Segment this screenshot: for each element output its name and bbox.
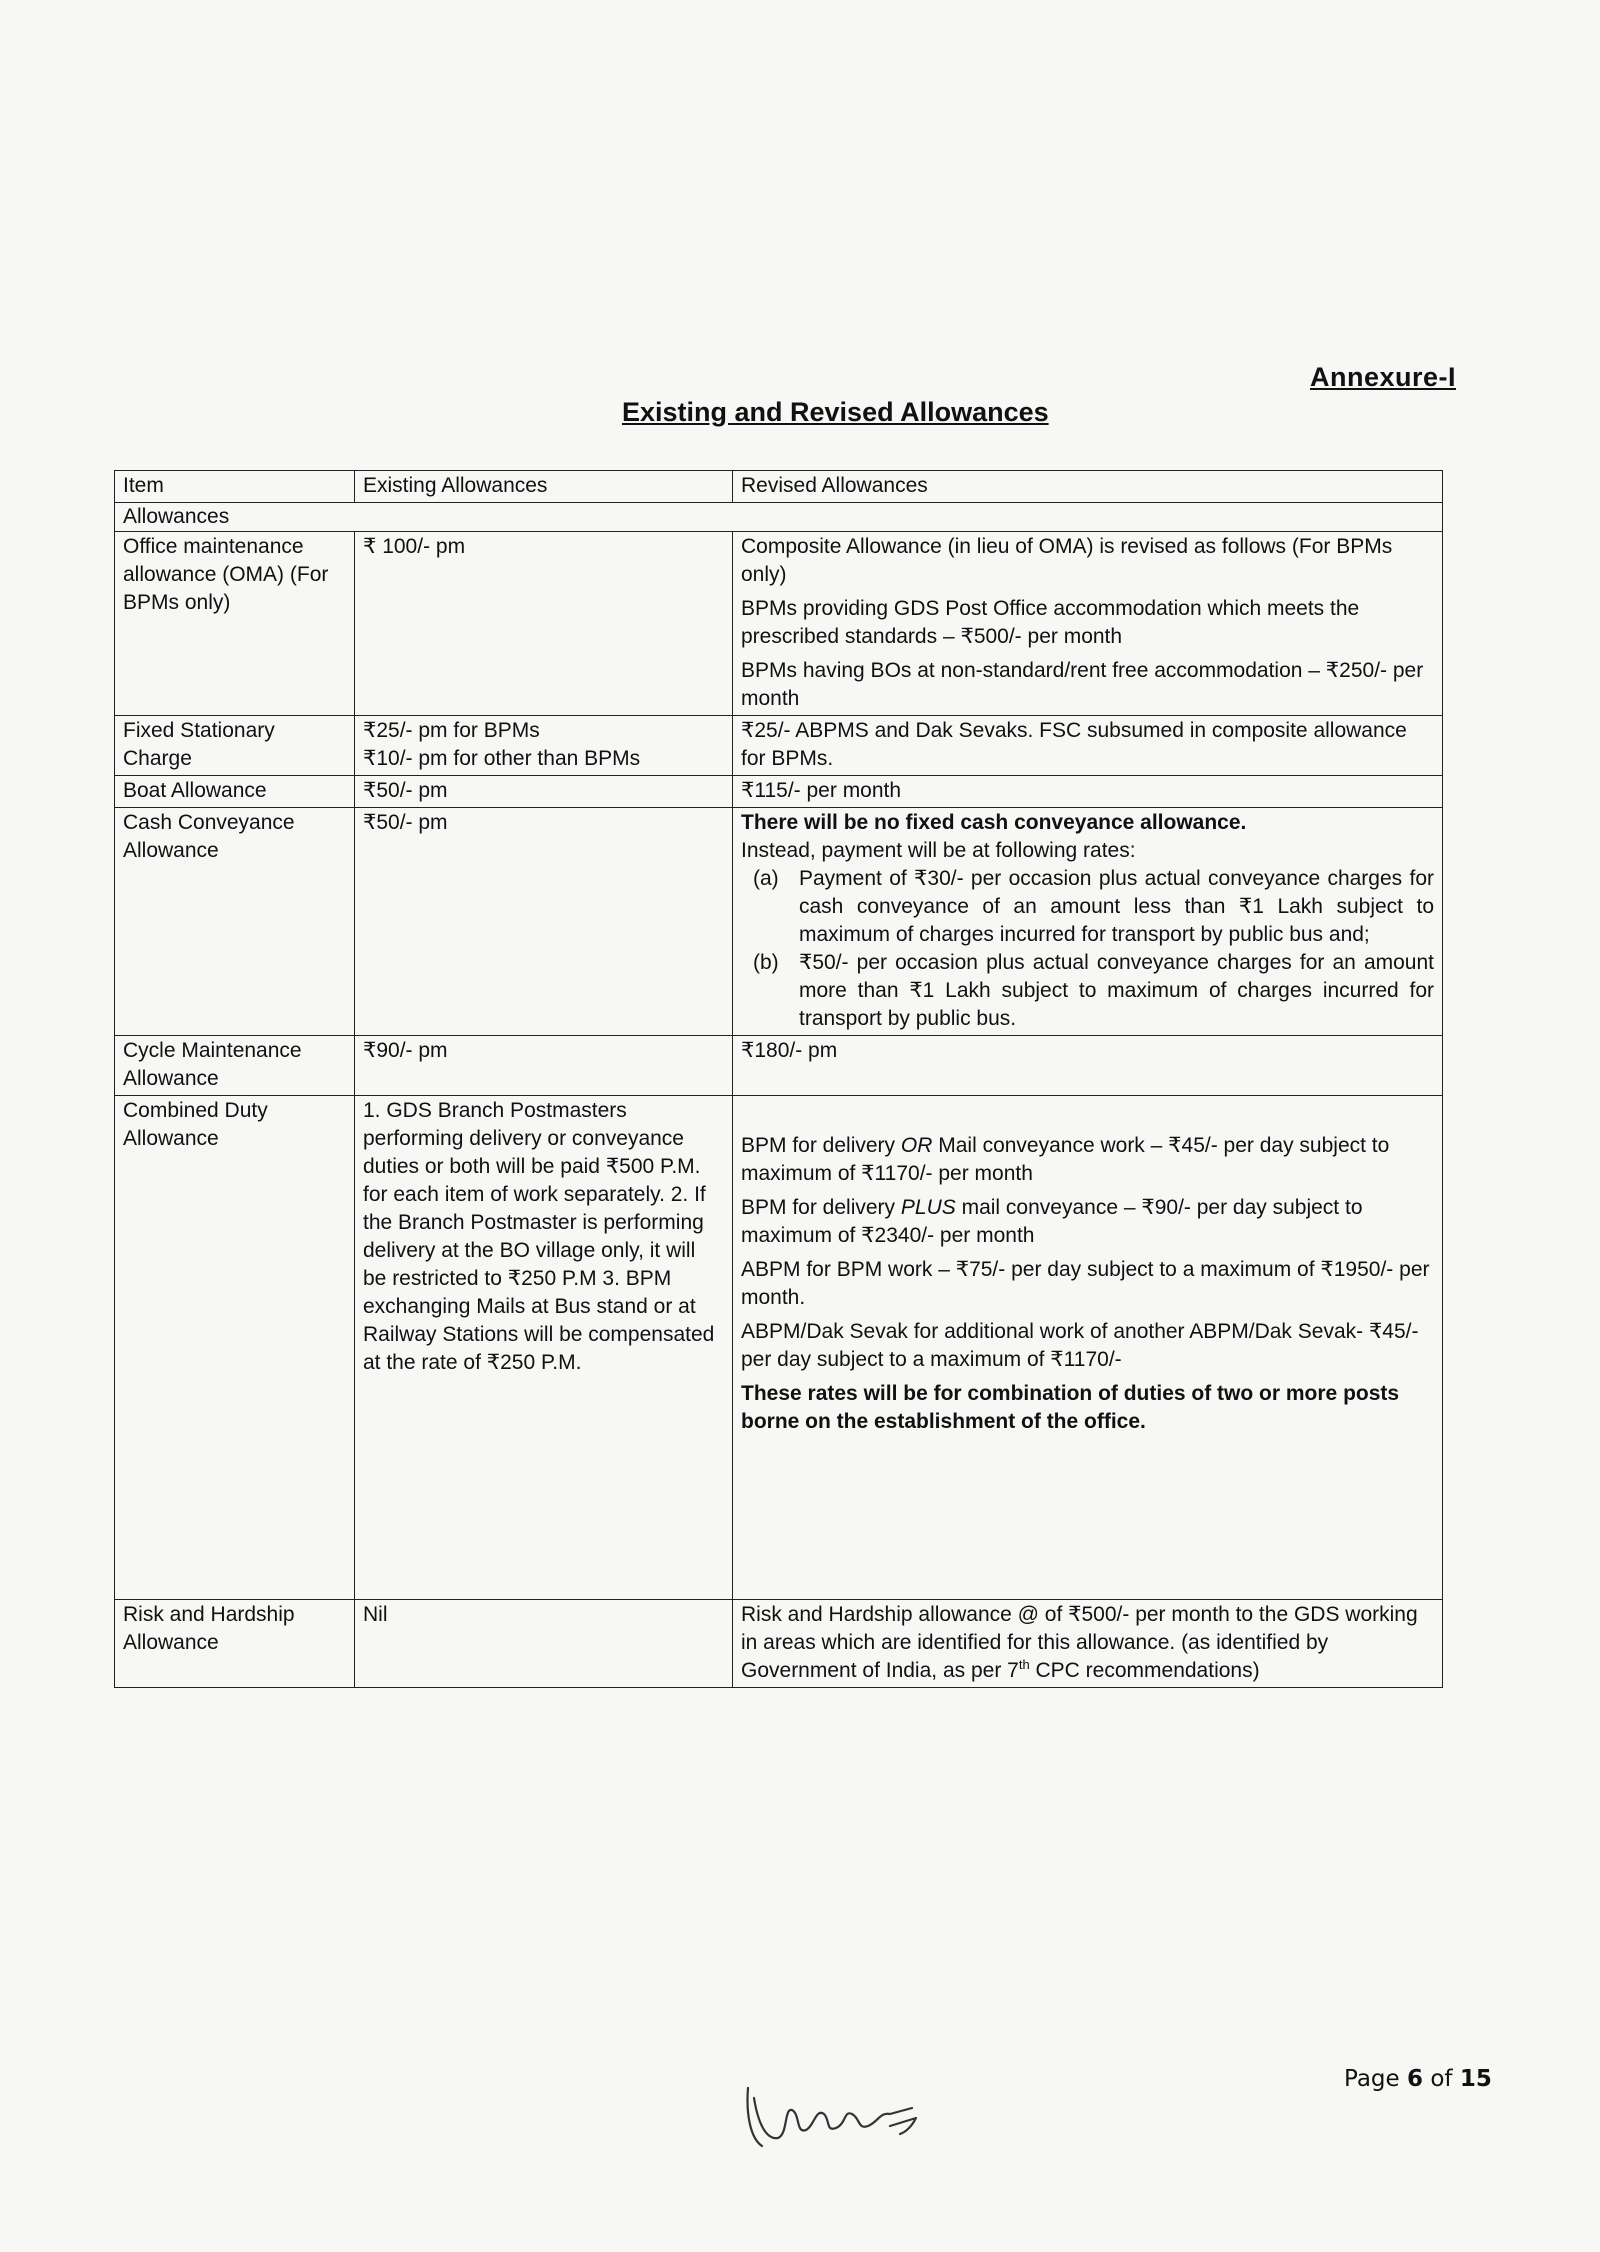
revised-cell: [733, 808, 1443, 1036]
revised-text: BPMs providing GDS Post Office accommodation which meets the prescribed standards – ₹500/- per month: [741, 597, 1360, 648]
annexure-label: Annexure-I: [1310, 362, 1457, 392]
revised-text: ABPM/Dak Sevak for additional work of another ABPM/Dak Sevak- ₹45/- per day subject to a maximum of ₹1170/-: [741, 1320, 1419, 1371]
revised-text: BPMs having BOs at non-standard/rent free accommodation – ₹250/- per month: [741, 659, 1424, 710]
revised-text: [741, 1132, 1434, 1188]
header-item: Item: [115, 471, 355, 503]
page-label: of: [1423, 2066, 1460, 2092]
text-span: Mail conveyance work – ₹45/- per day subject to maximum of ₹1170/- per month: [741, 1134, 1390, 1185]
revised-bold-text: There will be no fixed cash conveyance allowance.: [741, 811, 1247, 834]
list-item: [741, 865, 1434, 949]
page-title: Existing and Revised Allowances: [622, 397, 1049, 427]
existing-cell: ₹ 100/- pm: [355, 532, 733, 716]
table-header-row: [115, 471, 1443, 503]
revised-text: [741, 1194, 1434, 1250]
section-allowances: Allowances: [115, 503, 1443, 532]
superscript: th: [1018, 1657, 1030, 1672]
list-text: Payment of ₹30/- per occasion plus actual conveyance charges for cash conveyance of an amount less than ₹1 Lakh subject to maximum of charges incurred for transport by public bus and;: [799, 867, 1434, 946]
table-row: [115, 1096, 1443, 1600]
page-number: [1344, 2066, 1492, 2092]
header-existing: Existing Allowances: [355, 471, 733, 503]
existing-cell: ₹50/- pm: [355, 776, 733, 808]
revised-cell: ₹115/- per month: [733, 776, 1443, 808]
table-row: [115, 716, 1443, 776]
revised-text: Composite Allowance (in lieu of OMA) is revised as follows (For BPMs only): [741, 535, 1393, 586]
page-total: 15: [1459, 2066, 1492, 2092]
item-cell: Combined Duty Allowance: [115, 1096, 355, 1600]
item-cell: Office maintenance allowance (OMA) (For BPMs only): [115, 532, 355, 716]
item-cell: Risk and Hardship Allowance: [115, 1600, 355, 1688]
emphasis-text: PLUS: [900, 1196, 956, 1219]
list-label: (a): [753, 867, 779, 890]
list-label: (b): [753, 951, 779, 974]
existing-text: ₹10/- pm for other than BPMs: [363, 747, 641, 770]
emphasis-text: OR: [900, 1134, 933, 1157]
table-row: [115, 808, 1443, 1036]
page-label: Page: [1344, 2066, 1407, 2092]
section-row: [115, 503, 1443, 532]
table-row: [115, 776, 1443, 808]
existing-text: ₹25/- pm for BPMs: [363, 719, 540, 742]
revised-cell: ₹180/- pm: [733, 1036, 1443, 1096]
existing-cell: ₹50/- pm: [355, 808, 733, 1036]
text-span: BPM for delivery: [741, 1134, 901, 1157]
revised-text: Instead, payment will be at following rates:: [741, 839, 1136, 862]
revised-cell: [733, 1600, 1443, 1688]
list-item: [741, 949, 1434, 1033]
revised-text: ABPM for BPM work – ₹75/- per day subject to a maximum of ₹1950/- per month.: [741, 1258, 1430, 1309]
table-row: [115, 1600, 1443, 1688]
table-row: [115, 532, 1443, 716]
existing-cell: 1. GDS Branch Postmasters performing delivery or conveyance duties or both will be paid ₹500 P.M. for each item of work separately. 2. If the Branch Postmaster is performing delivery at the BO village only, it will be restricted to ₹250 P.M 3. BPM exchanging Mails at Bus stand or at Railway Stations will be compensated at the rate of ₹250 P.M.: [355, 1096, 733, 1600]
item-cell: Boat Allowance: [115, 776, 355, 808]
text-span: CPC recommendations): [1029, 1659, 1260, 1682]
allowances-table: [114, 470, 1443, 1688]
existing-cell: [355, 716, 733, 776]
item-cell: Cash Conveyance Allowance: [115, 808, 355, 1036]
text-span: mail conveyance – ₹90/- per day subject to maximum of ₹2340/- per month: [741, 1196, 1363, 1247]
header-revised: Revised Allowances: [733, 471, 1443, 503]
signature-image: [740, 2068, 940, 2158]
page-current: 6: [1407, 2066, 1424, 2092]
list-text: ₹50/- per occasion plus actual conveyance charges for an amount more than ₹1 Lakh subject to maximum of charges incurred for transport by public bus.: [799, 951, 1434, 1030]
text-span: BPM for delivery: [741, 1196, 901, 1219]
text-span: Risk and Hardship allowance @ of ₹500/- per month to the GDS working in areas which are identified for this allowance. (as identified by Government of India, as per 7: [741, 1603, 1418, 1682]
existing-cell: ₹90/- pm: [355, 1036, 733, 1096]
revised-cell: [733, 532, 1443, 716]
existing-cell: Nil: [355, 1600, 733, 1688]
item-cell: Fixed Stationary Charge: [115, 716, 355, 776]
revised-bold-text: These rates will be for combination of duties of two or more posts borne on the establishment of the office.: [741, 1382, 1400, 1433]
table-row: [115, 1036, 1443, 1096]
item-cell: Cycle Maintenance Allowance: [115, 1036, 355, 1096]
revised-cell: [733, 1096, 1443, 1600]
revised-cell: ₹25/- ABPMS and Dak Sevaks. FSC subsumed in composite allowance for BPMs.: [733, 716, 1443, 776]
